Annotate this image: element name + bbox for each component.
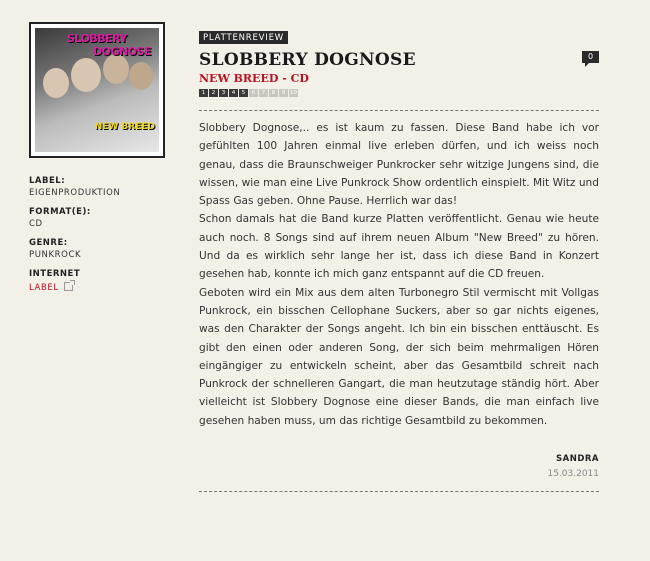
rating-box-6: 6 xyxy=(249,89,258,97)
rating-box-5: 5 xyxy=(239,89,248,97)
rating-box-1: 1 xyxy=(199,89,208,97)
album-meta xyxy=(29,176,169,293)
label-heading: LABEL: xyxy=(29,176,66,186)
rating-box-10: 10 xyxy=(290,90,297,96)
genre-heading: GENRE: xyxy=(29,238,68,248)
review-body xyxy=(199,119,599,430)
category-badge[interactable]: PLATTENREVIEW xyxy=(199,31,288,44)
external-link-icon[interactable] xyxy=(64,282,73,291)
album-cover-band-name: SLOBBERY DOGNOSE xyxy=(66,32,151,58)
album-cover[interactable] xyxy=(29,22,165,158)
review-title: SLOBBERY DOGNOSE xyxy=(199,50,416,70)
rating-box-3: 3 xyxy=(219,89,228,97)
review-author: SANDRA xyxy=(556,454,599,465)
album-cover-subtitle: NEW BREED xyxy=(94,122,155,132)
bottom-divider xyxy=(199,491,599,492)
internet-row xyxy=(29,281,169,293)
rating-box-8: 8 xyxy=(269,89,278,97)
top-divider xyxy=(199,110,599,111)
genre-value: PUNKROCK xyxy=(29,250,82,260)
comment-count-badge[interactable]: 0 xyxy=(582,51,599,63)
rating-box-9: 9 xyxy=(279,89,288,97)
review-paragraph: Schon damals hat die Band kurze Platten veröffentlicht. Genau wie heute auch noch. 8 Songs sind auf ihrem neuen Album "New Breed" zu hören. Und da es wirklich sehr lange her ist, dass ich diese Band in Konzert gesehen hab, konnte ich mich ganz entspannt auf die CD freuen. xyxy=(199,213,599,281)
review-paragraph: Geboten wird ein Mix aus dem alten Turbonegro Stil vermischt mit Vollgas Punkrock, ein bisschen Cellophane Suckers, aber so gar nichts eigenes, was den Charakter der Songs angeht. Ich bin ein bisschen enttäuscht. Es gibt den einen oder anderen Song, der sich beim mehrmaligen Hören eingängiger zu entwickeln scheint, aber das Gesamtbild schreit nach Punkrock der schnelleren Gangart, die man heutzutage ständig hört. Aber vielleicht ist Slobbery Dognose eine dieser Bands, die man einfach live gesehen haben muss, um das richtige Gesamtbild zu bekommen. xyxy=(199,286,599,427)
rating-box-7: 7 xyxy=(259,89,268,97)
review-paragraph: Slobbery Dognose,.. es ist kaum zu fassen. Diese Band habe ich vor gefühlten 100 Jahren einmal live erleben dürfen, und ich weiss noch genau, dass die Braunschweiger Punkrocker sehr witzige Jungens sind, die wissen, wie man eine Live Punkrock Show ordentlich einspielt. Mit Witz und Spass Gas geben. Ohne Pause. Herrlich war das! xyxy=(199,122,599,208)
format-heading: FORMAT(E): xyxy=(29,207,91,217)
format-value: CD xyxy=(29,219,43,229)
label-link[interactable]: LABEL xyxy=(29,283,59,293)
review-main xyxy=(199,25,599,492)
review-subtitle: NEW BREED - CD xyxy=(199,72,309,85)
review-date: 15.03.2011 xyxy=(547,469,599,480)
album-sidebar xyxy=(29,22,169,293)
label-value: EIGENPRODUKTION xyxy=(29,188,121,198)
rating-box-4: 4 xyxy=(229,89,238,97)
rating-bar xyxy=(199,89,599,98)
internet-heading: INTERNET xyxy=(29,269,81,279)
rating-box-2: 2 xyxy=(209,89,218,97)
